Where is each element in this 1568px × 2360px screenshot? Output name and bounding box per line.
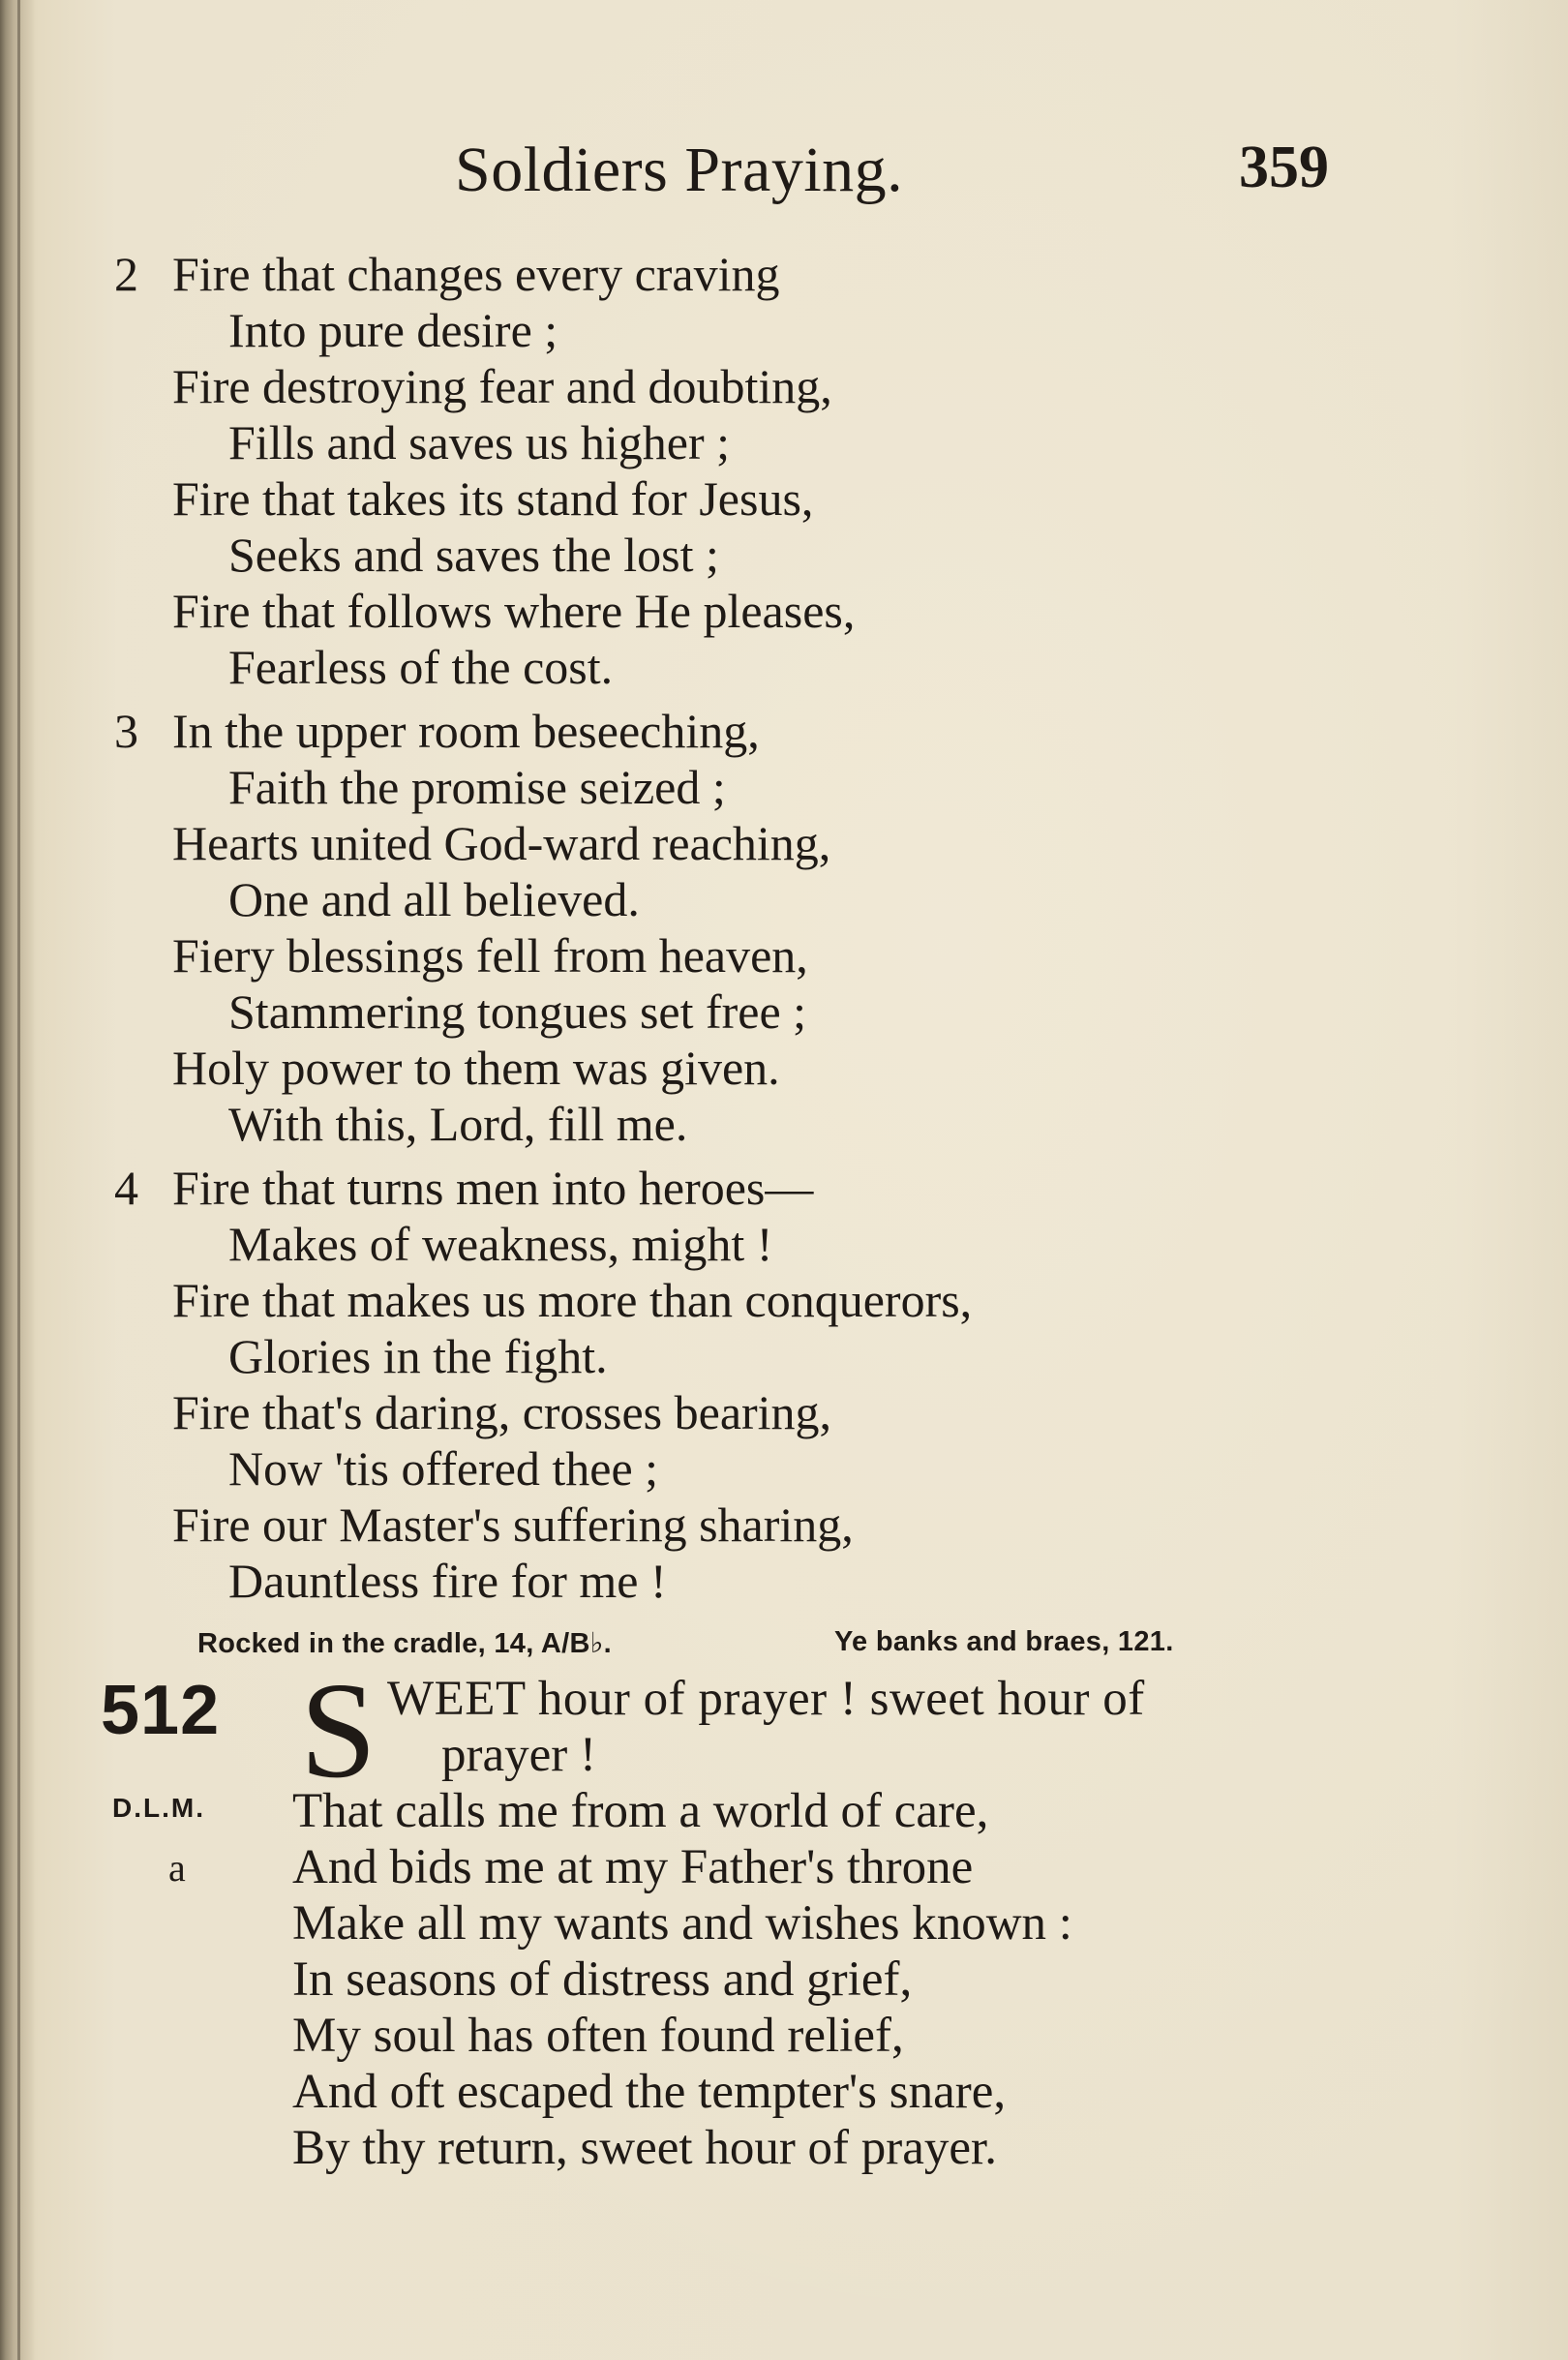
verse-line: Glories in the fight.	[228, 1329, 608, 1383]
hymn-number: 512	[101, 1672, 221, 1749]
verse-line: Fire that's daring, crosses bearing,	[172, 1385, 832, 1439]
hymn-line: By thy return, sweet hour of prayer.	[292, 2121, 997, 2175]
hymn-line: Make all my wants and wishes known :	[292, 1896, 1072, 1951]
verse-line: Fire that turns men into heroes—	[172, 1161, 814, 1215]
verse-line: Holy power to them was given.	[172, 1041, 780, 1095]
page-number: 359	[1239, 135, 1329, 200]
verse-line: Hearts united God-ward reaching,	[172, 816, 831, 870]
verse-line: Seeks and saves the lost ;	[228, 528, 719, 582]
verse-number-4: 4	[114, 1161, 138, 1215]
verse-line: Fire that follows where He pleases,	[172, 584, 856, 638]
verse-number-3: 3	[114, 704, 138, 758]
verse-line: Fire that makes us more than conquerors,	[172, 1273, 973, 1327]
spine-edge-line	[17, 0, 20, 2360]
tune-reference-right: Ye banks and braes, 121.	[834, 1626, 1174, 1657]
verse-line: Stammering tongues set free ;	[228, 984, 807, 1039]
hymn-line: In seasons of distress and grief,	[292, 1952, 913, 2007]
hymn-meter: D.L.M.	[112, 1793, 205, 1823]
verse-line: Fire destroying fear and doubting,	[172, 359, 832, 413]
verse-line: Faith the promise seized ;	[228, 760, 726, 814]
drop-cap-letter: S	[300, 1653, 377, 1806]
hymn-line: And bids me at my Father's throne	[292, 1840, 974, 1894]
hymn-line: And oft escaped the tempter's snare,	[292, 2065, 1007, 2119]
tune-reference-left: Rocked in the cradle, 14, A/B♭.	[197, 1628, 613, 1659]
verse-line: Now 'tis offered thee ;	[228, 1441, 659, 1496]
verse-line: One and all believed.	[228, 872, 640, 926]
hymn-line: prayer !	[441, 1728, 596, 1782]
hymn-line: That calls me from a world of care,	[292, 1784, 989, 1838]
verse-line: With this, Lord, fill me.	[228, 1097, 688, 1151]
verse-line: Fiery blessings fell from heaven,	[172, 928, 808, 983]
hymn-line: WEET hour of prayer ! sweet hour of	[387, 1672, 1145, 1726]
verse-line: Fills and saves us higher ;	[228, 415, 731, 469]
verse-number-2: 2	[114, 247, 138, 301]
hymn-key: a	[168, 1846, 186, 1890]
verse-line: Makes of weakness, might !	[228, 1217, 773, 1271]
page-header-title: Soldiers Praying.	[455, 135, 904, 205]
verse-line: In the upper room beseeching,	[172, 704, 760, 758]
hymn-line: My soul has often found relief,	[292, 2009, 904, 2063]
verse-line: Fire that takes its stand for Jesus,	[172, 471, 814, 526]
verse-line: Into pure desire ;	[228, 303, 558, 357]
verse-line: Fearless of the cost.	[228, 640, 614, 694]
verse-line: Fire that changes every craving	[172, 247, 780, 301]
verse-line: Fire our Master's suffering sharing,	[172, 1498, 854, 1552]
verse-line: Dauntless fire for me !	[228, 1554, 667, 1608]
